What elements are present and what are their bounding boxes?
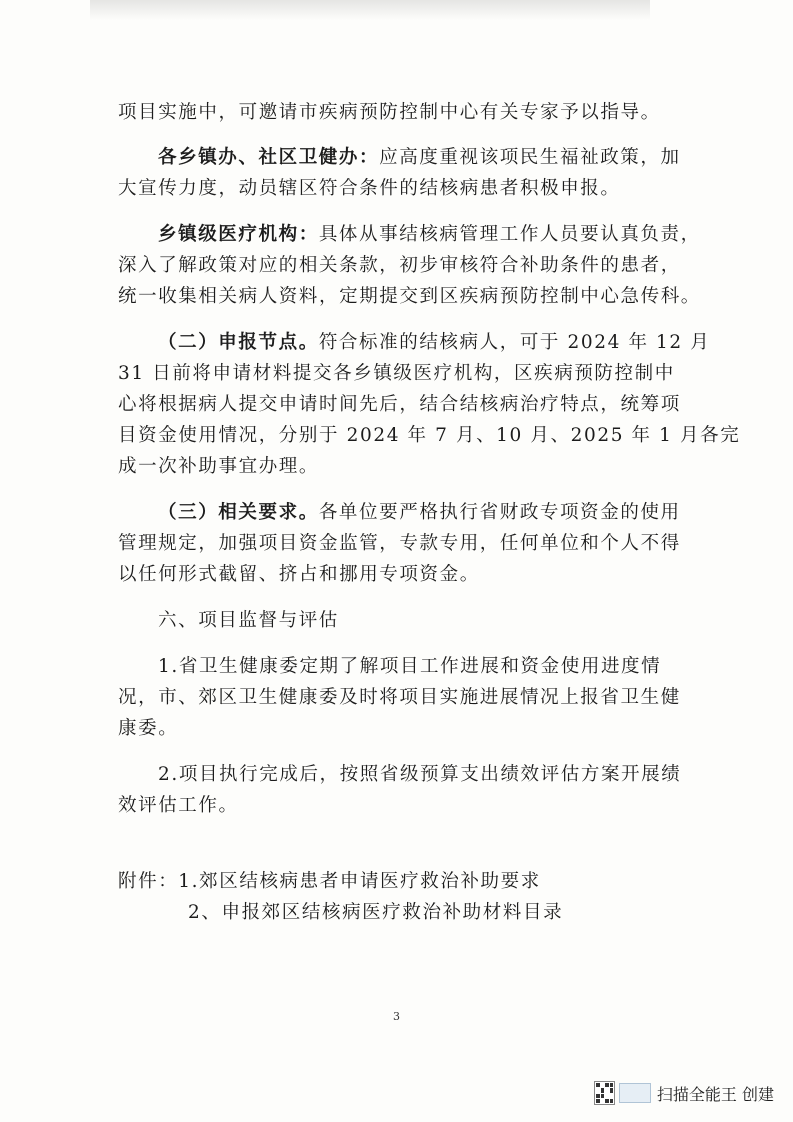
paragraph-township-medical: 乡镇级医疗机构：具体从事结核病管理工作人员要认真负责， [158, 224, 701, 245]
item-1-line-3: 康委。 [118, 718, 179, 739]
scanner-watermark [594, 1078, 774, 1108]
attachment-line-2: 2、申报郊区结核病医疗救治补助材料目录 [188, 902, 564, 923]
scanner-badge-text: 扫描全能王 创建 [656, 1084, 774, 1104]
text-line-5: 深入了解政策对应的相关条款，初步审核符合补助条件的患者， [118, 255, 681, 276]
paragraph-requirements: （三）相关要求。各单位要严格执行省财政专项资金的使用 [158, 502, 681, 523]
item-1-line-2: 况，市、郊区卫生健康委及时将项目实施进展情况上报省卫生健 [118, 687, 681, 708]
text-line-3: 大宣传力度，动员辖区符合条件的结核病患者积极申报。 [118, 178, 621, 199]
lead-requirements: （三）相关要求。 [158, 502, 319, 523]
paragraph-declaration-node: （二）申报节点。符合标准的结核病人，可于 2024 年 12 月 [158, 332, 711, 353]
item-2-line-1: 2.项目执行完成后，按照省级预算支出绩效评估方案开展绩 [158, 764, 682, 785]
text-line-14: 以任何形式截留、挤占和挪用专项资金。 [118, 564, 480, 585]
lead-township-offices: 各乡镇办、社区卫健办： [158, 147, 380, 168]
text-line-10: 目资金使用情况，分别于 2024 年 7 月、10 月、2025 年 1 月各完 [118, 425, 741, 446]
text-line-11: 成一次补助事宜办理。 [118, 456, 320, 477]
text-line-13: 管理规定，加强项目资金监管，专款专用，任何单位和个人不得 [118, 533, 681, 554]
paragraph-township-offices: 各乡镇办、社区卫健办：应高度重视该项民生福祉政策，加 [158, 147, 681, 168]
section-heading-supervision: 六、项目监督与评估 [158, 610, 339, 631]
text-line-6: 统一收集相关病人资料，定期提交到区疾病预防控制中心急传科。 [118, 286, 701, 307]
scan-top-smudge [90, 0, 650, 20]
page-number: 3 [393, 1010, 400, 1023]
text-line-9: 心将根据病人提交申请时间先后，结合结核病治疗特点，统筹项 [118, 394, 681, 415]
item-1-line-1: 1.省卫生健康委定期了解项目工作进展和资金使用进度情 [158, 656, 662, 677]
text-line-1: 项目实施中，可邀请市疾病预防控制中心有关专家予以指导。 [118, 102, 661, 123]
attachment-line-1: 附件：1.郊区结核病患者申请医疗救治补助要求 [118, 871, 541, 892]
lead-township-medical: 乡镇级医疗机构： [158, 224, 319, 245]
lead-declaration-node: （二）申报节点。 [158, 332, 319, 353]
item-2-line-2: 效评估工作。 [118, 795, 239, 816]
text-line-8: 31 日前将申请材料提交各乡镇级医疗机构，区疾病预防控制中 [118, 363, 675, 384]
qr-code-icon [594, 1081, 615, 1105]
scanner-logo-icon [619, 1083, 651, 1103]
